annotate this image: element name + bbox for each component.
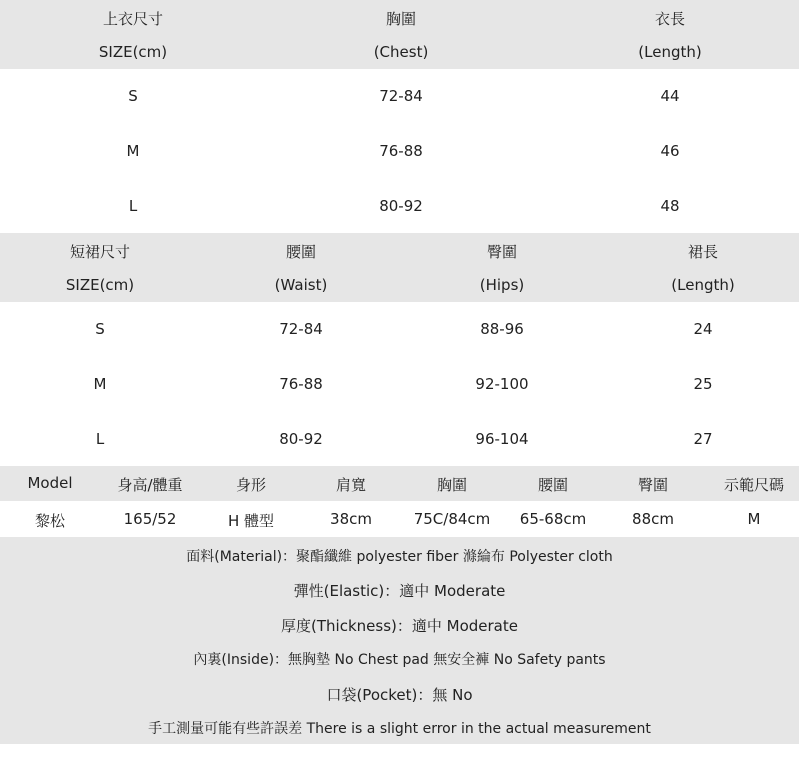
skirt-size: S (95, 320, 105, 338)
model-header-height-weight: 身高/體重 (117, 476, 183, 494)
top-length: 46 (660, 142, 680, 160)
skirt-header-length-zh: 裙長 (687, 243, 719, 261)
model-body-type: H 體型 (227, 512, 275, 530)
skirt-header-waist-zh: 腰圍 (285, 243, 317, 261)
skirt-size: L (95, 430, 105, 448)
model-chest: 75C/84cm (413, 510, 491, 528)
model-table-header (0, 466, 799, 501)
fabric-notes (0, 537, 799, 744)
skirt-header-hips-zh: 臀圍 (486, 243, 518, 261)
note-elastic: 彈性(Elastic)：適中 Moderate (293, 582, 506, 600)
model-header-name: Model (27, 474, 73, 492)
model-header-chest: 胸圍 (436, 476, 468, 494)
skirt-header-waist-en: (Waist) (274, 276, 328, 294)
model-header-size: 示範尺碼 (723, 476, 785, 494)
skirt-waist: 76-88 (279, 375, 323, 393)
skirt-header-size-en: SIZE(cm) (65, 276, 135, 294)
skirt-length: 25 (693, 375, 713, 393)
skirt-waist: 72-84 (279, 320, 323, 338)
top-size: L (128, 197, 138, 215)
model-header-hips: 臀圍 (637, 476, 669, 494)
skirt-size: M (93, 375, 107, 393)
top-header-size-zh: 上衣尺寸 (102, 10, 164, 28)
top-table-body (0, 69, 799, 233)
note-inside: 內裏(Inside)：無胸墊 No Chest pad 無安全褲 No Safety pants (193, 652, 606, 668)
model-shoulder: 38cm (330, 510, 372, 528)
top-chest: 72-84 (379, 87, 423, 105)
top-header-length-en: (Length) (638, 43, 702, 61)
top-chest: 80-92 (379, 197, 423, 215)
model-header-shoulder: 肩寬 (335, 476, 367, 494)
note-measurement-error: 手工測量可能有些許誤差 There is a slight error in the actual measurement (148, 721, 651, 737)
skirt-header-size-zh: 短裙尺寸 (69, 243, 131, 261)
top-size: S (128, 87, 138, 105)
top-header-size-en: SIZE(cm) (98, 43, 168, 61)
skirt-length: 24 (693, 320, 713, 338)
skirt-hips: 96-104 (475, 430, 529, 448)
model-table-values (0, 501, 799, 537)
top-header-length-zh: 衣長 (654, 10, 686, 28)
skirt-header-length-en: (Length) (671, 276, 735, 294)
note-pocket: 口袋(Pocket)：無 No (326, 686, 473, 704)
top-chest: 76-88 (379, 142, 423, 160)
top-header-chest-en: (Chest) (373, 43, 429, 61)
skirt-table-header (0, 233, 799, 302)
model-waist: 65-68cm (519, 510, 587, 528)
skirt-length: 27 (693, 430, 713, 448)
skirt-hips: 88-96 (480, 320, 524, 338)
model-hips: 88cm (632, 510, 674, 528)
note-thickness: 厚度(Thickness)：適中 Moderate (281, 617, 518, 635)
model-height-weight: 165/52 (123, 510, 177, 528)
skirt-table-body (0, 302, 799, 466)
top-table-header (0, 0, 799, 69)
model-name: 黎松 (34, 512, 66, 530)
skirt-header-hips-en: (Hips) (479, 276, 525, 294)
skirt-hips: 92-100 (475, 375, 529, 393)
top-size: M (126, 142, 140, 160)
skirt-waist: 80-92 (279, 430, 323, 448)
model-header-waist: 腰圍 (537, 476, 569, 494)
top-length: 44 (660, 87, 680, 105)
model-header-body-type: 身形 (235, 476, 267, 494)
model-size: M (747, 510, 761, 528)
top-length: 48 (660, 197, 680, 215)
note-material: 面料(Material)：聚酯纖維 polyester fiber 滌綸布 Polyester cloth (186, 549, 613, 565)
top-header-chest-zh: 胸圍 (385, 10, 417, 28)
